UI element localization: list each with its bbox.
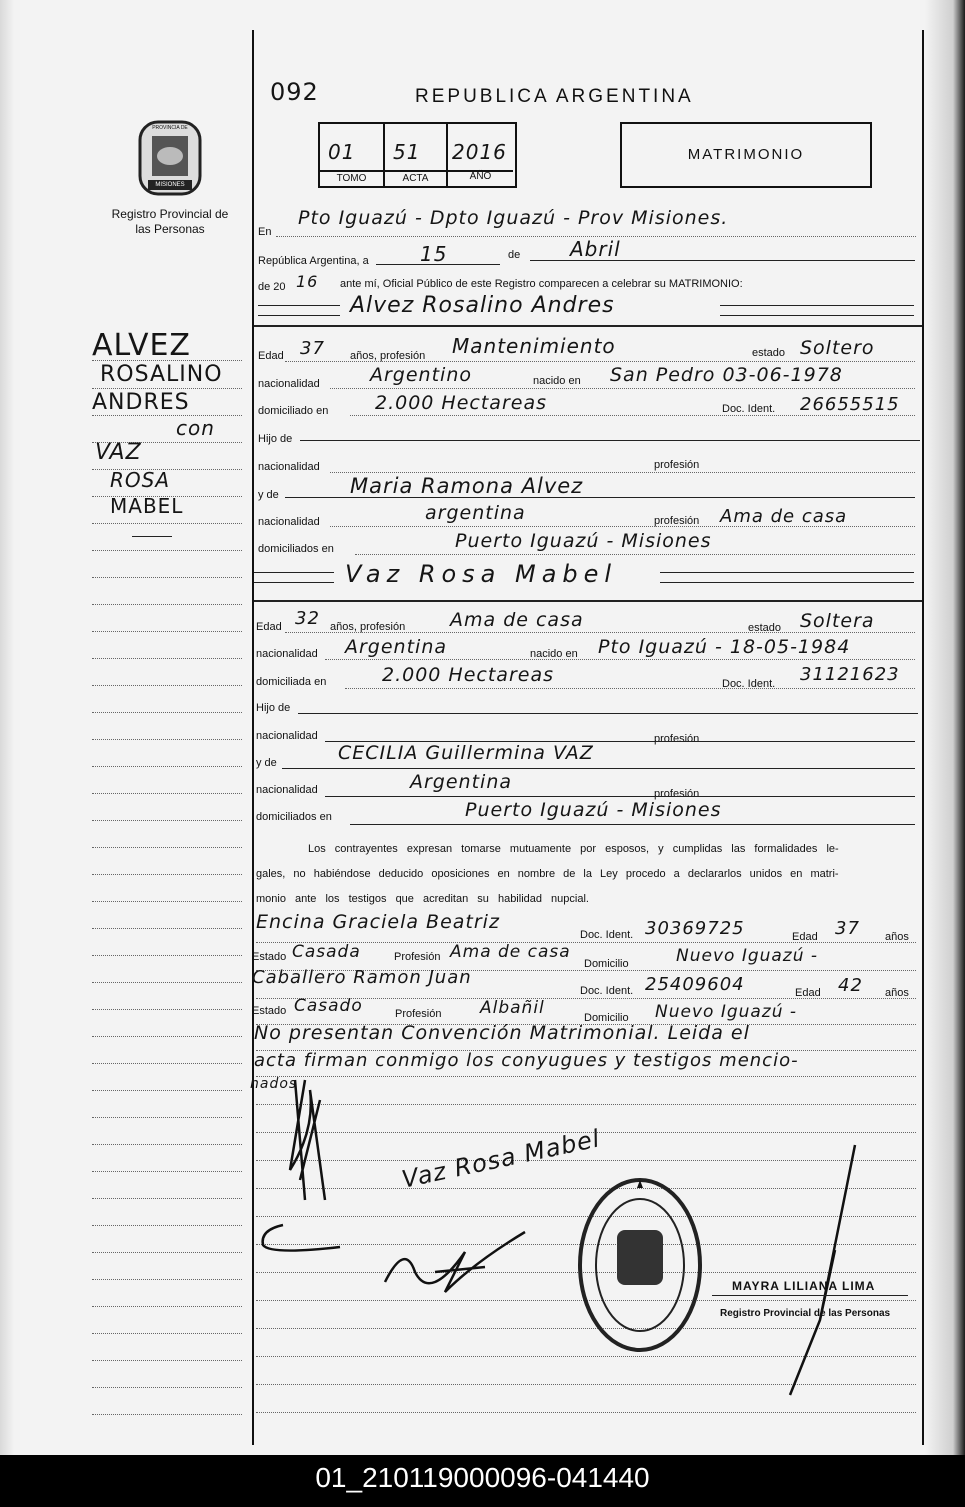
witness-2-doc: 25409604 <box>645 974 745 995</box>
margin-rule <box>92 415 242 416</box>
margin-rule <box>92 1171 242 1172</box>
margin-rule <box>92 1063 242 1064</box>
margin-rule <box>92 523 242 524</box>
groom-madre-nac-label: nacionalidad <box>258 516 320 528</box>
registry-stamp-icon <box>575 1175 705 1355</box>
bride-madre-nac: Argentina <box>410 771 513 793</box>
groom-name-line-l2 <box>258 315 340 316</box>
witness-1-name: Encina Graciela Beatriz <box>256 911 500 933</box>
anio-value: 2016 <box>452 140 507 164</box>
groom-yde-line <box>285 497 915 498</box>
bride-domicilio: 2.000 Hectareas <box>382 664 554 686</box>
groom-line-3 <box>350 415 915 416</box>
notes-line-2: acta firman conmigo los conyugues y testigos mencio- <box>254 1050 799 1071</box>
bride-nac2-label: nacionalidad <box>256 730 318 742</box>
bride-profesion-label: años, profesión <box>330 621 406 633</box>
margin-rule <box>92 604 242 605</box>
groom-hijo-line <box>300 440 920 441</box>
bride-nacionalidad: Argentina <box>345 636 448 658</box>
bride-hijo-label: Hijo de <box>256 702 291 714</box>
bride-estado-label: estado <box>748 622 782 634</box>
page-edge-left <box>0 0 14 1455</box>
bride-line-7 <box>325 796 915 797</box>
margin-note-3: ANDRES <box>92 390 190 415</box>
official-name-line <box>712 1295 908 1296</box>
groom-name: Alvez Rosalino Andres <box>350 293 615 318</box>
bride-signature: Vaz Rosa Mabel <box>399 1124 603 1194</box>
bride-name: Vaz Rosa Mabel <box>345 560 618 588</box>
en-label: En <box>258 226 272 238</box>
bride-profesion: Ama de casa <box>450 609 584 631</box>
bride-yde-label: y de <box>256 757 277 769</box>
margin-rule <box>92 1306 242 1307</box>
groom-profesion: Mantenimiento <box>452 334 616 358</box>
blank-rule <box>256 1412 916 1413</box>
groom-name-line-l <box>258 305 340 306</box>
declaration-line-1: Los contrayentes expresan tomarse mutuamente por esposos, y cumplidas las formalidades le- <box>308 843 839 855</box>
groom-nac2-label: nacionalidad <box>258 461 320 473</box>
margin-note-2: ROSALINO <box>100 362 223 387</box>
groom-edad-label: Edad <box>258 350 284 362</box>
groom-yde-label: y de <box>258 489 279 501</box>
witness-2-edad: 42 <box>838 975 863 996</box>
tomo-label: TOMO <box>336 173 367 184</box>
witness-2-signature-icon <box>375 1222 535 1302</box>
groom-doc-label: Doc. Ident. <box>722 403 776 415</box>
witness-2-prof: Albañil <box>480 998 545 1018</box>
witness-2-estado: Casado <box>294 996 363 1016</box>
groom-edad: 37 <box>300 338 325 359</box>
margin-rule <box>92 631 242 632</box>
bride-nacido-label: nacido en <box>530 648 578 660</box>
witness-1-prof: Ama de casa <box>450 942 571 962</box>
groom-line-2 <box>330 388 915 389</box>
registry-name: Registro Provincial de las Personas <box>111 207 229 236</box>
act-type: MATRIMONIO <box>687 146 805 163</box>
bride-name-line-r2 <box>660 582 914 583</box>
groom-doc: 26655515 <box>800 394 900 415</box>
document-code-footer: 01_210119000096-041440 <box>0 1455 965 1507</box>
groom-line-8 <box>355 554 915 555</box>
witness-2-doc-label: Doc. Ident. <box>580 985 634 997</box>
groom-dom-label: domiciliado en <box>258 405 329 417</box>
bride-estado: Soltera <box>800 610 875 632</box>
seal-top-text: PROVINCIA DE <box>152 125 188 131</box>
witness-1-prof-label: Profesión <box>394 951 441 963</box>
groom-name-line-r2 <box>720 315 914 316</box>
margin-rule <box>92 766 242 767</box>
margin-rule <box>92 739 242 740</box>
republic-heading: REPUBLICA ARGENTINA <box>415 86 694 107</box>
de-label: de <box>508 249 521 261</box>
witness-2-name: Caballero Ramon Juan <box>252 967 472 988</box>
witness-1-dom-label: Domicilio <box>584 958 629 970</box>
margin-note-4: con <box>176 416 215 440</box>
margin-rule <box>92 1117 242 1118</box>
groom-profesion-label: años, profesión <box>350 350 426 362</box>
margin-rule <box>92 928 242 929</box>
margin-rule <box>92 847 242 848</box>
anio-label: AÑO <box>469 171 492 182</box>
groom-section-line <box>254 325 922 327</box>
margin-rule <box>92 1090 242 1091</box>
witness-1-estado: Casada <box>292 942 361 962</box>
month-value: Abril <box>570 237 621 261</box>
witness-1-estado-label: Estado <box>252 951 287 963</box>
margin-rule <box>92 793 242 794</box>
margin-rule <box>92 1252 242 1253</box>
witness-2-dom: Nuevo Iguazú - <box>655 1002 798 1022</box>
margin-note-underline <box>132 536 172 537</box>
groom-madre: Maria Ramona Alvez <box>350 474 584 498</box>
margin-rule <box>92 1333 242 1334</box>
notes-line-3: nados <box>250 1076 298 1092</box>
comparecen-text: ante mí, Oficial Público de este Registro comparecen a celebrar su MATRIMONIO: <box>340 278 743 290</box>
bride-prof2-label: profesión <box>654 733 700 745</box>
groom-line-5 <box>330 472 915 473</box>
groom-hijo-label: Hijo de <box>258 433 293 445</box>
bride-name-line-l2 <box>254 582 334 583</box>
tomo-value: 01 <box>328 140 356 164</box>
margin-rule <box>92 1198 242 1199</box>
margin-rule <box>92 1414 242 1415</box>
bride-edad: 32 <box>295 608 320 629</box>
witness-1-doc-label: Doc. Ident. <box>580 929 634 941</box>
bride-madre-dom-label: domiciliados en <box>256 811 332 823</box>
bride-name-line-r <box>660 572 914 573</box>
margin-rule <box>92 550 242 551</box>
bride-doc-label: Doc. Ident. <box>722 678 776 690</box>
official-name: MAYRA LILIANA LIMA <box>732 1279 876 1293</box>
margin-rule <box>92 982 242 983</box>
margin-rule <box>92 955 242 956</box>
bride-dom-label: domiciliada en <box>256 676 327 688</box>
groom-name-line-r <box>720 305 914 306</box>
margin-rule <box>92 685 242 686</box>
acta-value: 51 <box>393 140 421 164</box>
margin-rule <box>92 874 242 875</box>
margin-rule <box>92 388 242 389</box>
bride-line-8 <box>350 824 915 825</box>
margin-rule <box>92 712 242 713</box>
margin-note-1: ALVEZ <box>92 328 191 363</box>
bride-line-1 <box>285 632 915 633</box>
groom-nac-label: nacionalidad <box>258 378 320 390</box>
year-suffix: 16 <box>296 272 319 291</box>
place-value: Pto Iguazú - Dpto Iguazú - Prov Misiones. <box>298 207 729 229</box>
groom-signature-icon <box>265 1060 355 1210</box>
margin-note-5: VAZ <box>95 440 142 465</box>
bride-madre-prof-label: profesión <box>654 788 700 800</box>
witness-2-anos-label: años <box>885 987 909 999</box>
witness-2-estado-label: Estado <box>252 1005 287 1017</box>
groom-nacionalidad: Argentino <box>370 364 472 386</box>
official-signature-icon <box>760 1140 870 1400</box>
witness-1-edad-label: Edad <box>792 931 818 943</box>
bride-madre: CECILIA Guillermina VAZ <box>338 742 594 764</box>
margin-note-7: MABEL <box>110 494 184 518</box>
bride-line-3 <box>345 688 915 689</box>
margin-note-6: ROSA <box>110 468 171 492</box>
witness-1-anos-label: años <box>885 931 909 943</box>
groom-madre-dom: Puerto Iguazú - Misiones <box>455 530 712 552</box>
declaration-line-3: monio ante los testigos que acreditan su habilidad nupcial. <box>256 893 589 905</box>
bride-name-line-l <box>254 572 334 573</box>
groom-nacido: San Pedro 03-06-1978 <box>610 364 843 386</box>
margin-rule <box>92 658 242 659</box>
witness-1-doc: 30369725 <box>645 918 745 939</box>
bride-yde-line <box>282 768 915 769</box>
bride-doc: 31121623 <box>800 664 900 685</box>
frame-left-line <box>252 30 254 1445</box>
acta-label: ACTA <box>402 173 429 184</box>
groom-prof2-label: profesión <box>654 459 700 471</box>
margin-rule <box>92 901 242 902</box>
declaration-line-2: gales, no habiéndose deducido oposiciones en nombre de la Ley procedo a declararlos unidos en matri- <box>256 868 839 880</box>
margin-rule <box>92 1279 242 1280</box>
witness-2-prof-label: Profesión <box>395 1008 442 1020</box>
margin-rule <box>92 1009 242 1010</box>
groom-estado-label: estado <box>752 347 786 359</box>
groom-madre-prof-label: profesión <box>654 515 700 527</box>
margin-rule <box>92 820 242 821</box>
bride-line-2 <box>325 659 915 660</box>
bride-madre-dom: Puerto Iguazú - Misiones <box>465 799 722 821</box>
witness-2-edad-label: Edad <box>795 987 821 999</box>
blank-rule <box>256 1104 916 1105</box>
groom-madre-nac: argentina <box>425 502 526 524</box>
margin-rule <box>92 1225 242 1226</box>
margin-rule <box>92 1036 242 1037</box>
official-title: Registro Provincial de las Personas <box>720 1308 891 1319</box>
notes-line-1: No presentan Convención Matrimonial. Leida el <box>254 1022 750 1044</box>
witness-1-signature-icon <box>255 1215 345 1265</box>
groom-line-1 <box>285 361 915 362</box>
seal-bottom-text: MISIONES <box>155 182 185 188</box>
groom-madre-prof: Ama de casa <box>720 506 848 527</box>
notes-rule-2 <box>256 1076 916 1077</box>
republica-label: República Argentina, a <box>258 255 369 267</box>
bride-section-line <box>254 600 922 602</box>
groom-line-7 <box>330 526 915 527</box>
bride-nac-label: nacionalidad <box>256 648 318 660</box>
margin-rule <box>92 1360 242 1361</box>
groom-madre-dom-label: domiciliados en <box>258 543 334 555</box>
page-edge-right <box>925 0 965 1455</box>
witness-1-dom: Nuevo Iguazú - <box>676 946 819 966</box>
groom-domicilio: 2.000 Hectareas <box>375 392 547 414</box>
witness-1-edad: 37 <box>835 918 860 939</box>
margin-rule <box>92 1144 242 1145</box>
bride-nacido: Pto Iguazú - 18-05-1984 <box>598 636 851 658</box>
margin-rule <box>92 577 242 578</box>
bride-hijo-line <box>298 713 918 714</box>
groom-estado: Soltero <box>800 337 875 359</box>
frame-right-line <box>922 30 924 1445</box>
margin-rule <box>92 1387 242 1388</box>
groom-nacido-label: nacido en <box>533 375 581 387</box>
witness-2-dom-label: Domicilio <box>584 1012 629 1024</box>
bride-madre-nac-label: nacionalidad <box>256 784 318 796</box>
day-value: 15 <box>420 242 448 266</box>
bride-edad-label: Edad <box>256 621 282 633</box>
year-prefix: de 20 <box>258 281 286 293</box>
page-number: 092 <box>270 78 319 106</box>
